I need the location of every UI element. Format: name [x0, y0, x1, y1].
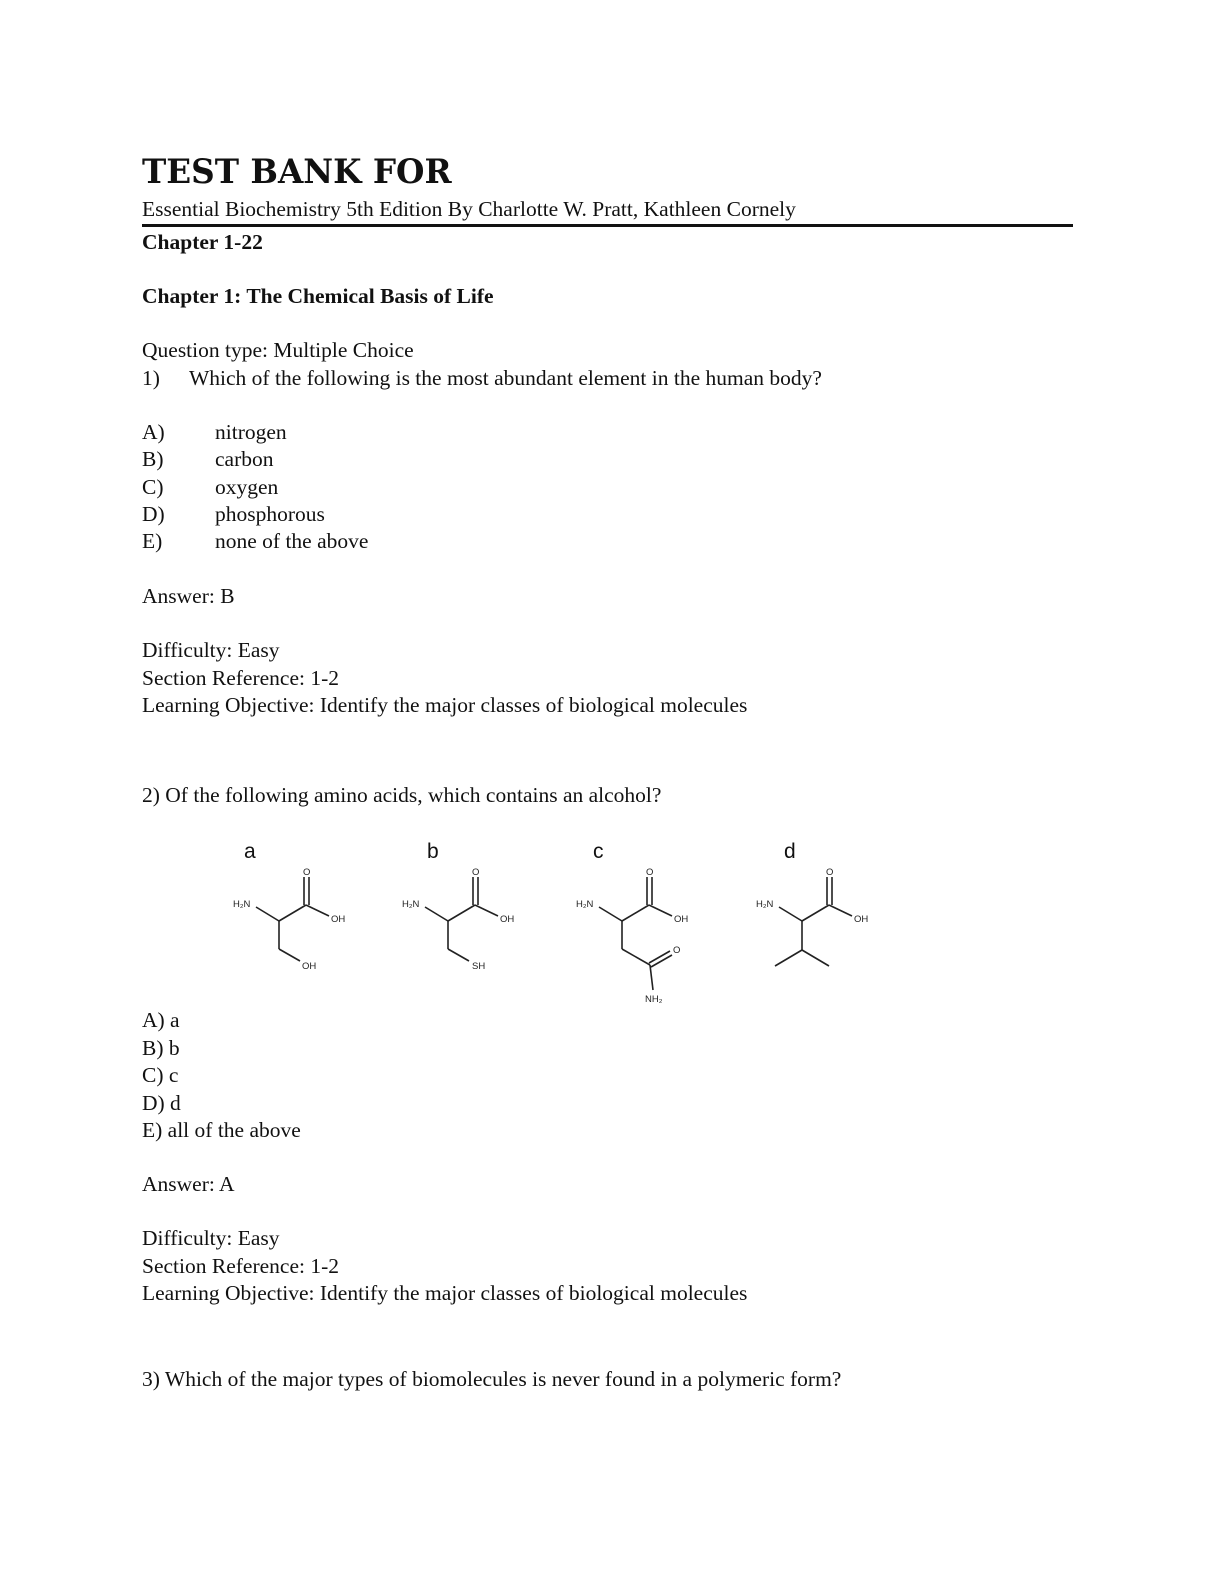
q1-metadata [142, 637, 747, 720]
carbonyl-label: O [826, 867, 834, 878]
structure-label-c: c [593, 840, 604, 863]
amine-label: H₂N [233, 899, 251, 910]
structure-cysteine [425, 877, 498, 961]
structure-valine [775, 877, 852, 966]
acid-label: OH [854, 914, 869, 925]
option-text: phosphorous [215, 501, 325, 526]
structure-asparagine [599, 877, 672, 990]
q2-metadata [142, 1225, 747, 1308]
q2-difficulty: Difficulty: Easy [142, 1226, 280, 1250]
q1-number: 1) [142, 366, 160, 390]
side-chain-label: SH [472, 961, 486, 972]
amino-acid-structures [0, 830, 1224, 1010]
option-letter: C) [142, 474, 164, 499]
q2-option-c: C) c [142, 1063, 179, 1087]
acid-label: OH [500, 914, 515, 925]
amine-label: H₂N [402, 899, 420, 910]
acid-label: OH [674, 914, 689, 925]
carbonyl-label: O [646, 867, 654, 878]
chapter-heading: Chapter 1: The Chemical Basis of Life [142, 284, 494, 308]
option-letter: E) [142, 529, 163, 554]
structure-serine [256, 877, 329, 961]
q1-option-b [142, 446, 542, 473]
q2-text: 2) Of the following amino acids, which contains an alcohol? [142, 783, 662, 807]
option-text: nitrogen [215, 420, 287, 444]
chapter-range: Chapter 1-22 [142, 230, 263, 254]
q2-options [142, 1007, 301, 1145]
q1-text: Which of the following is the most abundant element in the human body? [189, 366, 822, 390]
side-chain-label: NH₂ [645, 994, 663, 1005]
carbonyl-label: O [303, 867, 311, 878]
structure-label-b: b [427, 840, 439, 863]
side-carbonyl-label: O [673, 945, 681, 956]
acid-label: OH [331, 914, 346, 925]
option-letter: D) [142, 501, 165, 526]
q3-text: 3) Which of the major types of biomolecules is never found in a polymeric form? [142, 1367, 842, 1391]
q2-option-e: E) all of the above [142, 1118, 301, 1142]
q1-options [142, 419, 542, 555]
q2-option-b: B) b [142, 1035, 180, 1060]
q1-option-d [142, 501, 542, 528]
amine-label: H₂N [576, 899, 594, 910]
carbonyl-label: O [472, 867, 480, 878]
option-letter: B) [142, 447, 164, 472]
q1-option-c [142, 474, 542, 501]
q1-answer: Answer: B [142, 584, 235, 608]
q1-option-a [142, 419, 542, 446]
question-type: Question type: Multiple Choice [142, 338, 414, 362]
q2-option-a: A) a [142, 1008, 180, 1032]
side-chain-label: OH [302, 961, 317, 972]
q1-section: Section Reference: 1-2 [142, 665, 339, 690]
header-rule [142, 224, 1073, 227]
q2-section: Section Reference: 1-2 [142, 1253, 339, 1278]
q1-option-e [142, 528, 542, 555]
book-subtitle: Essential Biochemistry 5th Edition By Charlotte W. Pratt, Kathleen Cornely [142, 197, 796, 221]
amine-label: H₂N [756, 899, 774, 910]
q1-objective: Learning Objective: Identify the major classes of biological molecules [142, 693, 748, 717]
structure-label-d: d [784, 840, 796, 863]
q1-difficulty: Difficulty: Easy [142, 638, 280, 662]
q2-objective: Learning Objective: Identify the major classes of biological molecules [142, 1281, 748, 1305]
document-title: TEST BANK FOR [142, 152, 452, 192]
option-text: none of the above [215, 529, 369, 554]
q2-answer: Answer: A [142, 1172, 235, 1196]
option-letter: A) [142, 420, 165, 444]
q2-option-d: D) d [142, 1090, 181, 1115]
option-text: carbon [215, 447, 274, 472]
option-text: oxygen [215, 474, 279, 499]
structure-label-a: a [244, 840, 256, 863]
